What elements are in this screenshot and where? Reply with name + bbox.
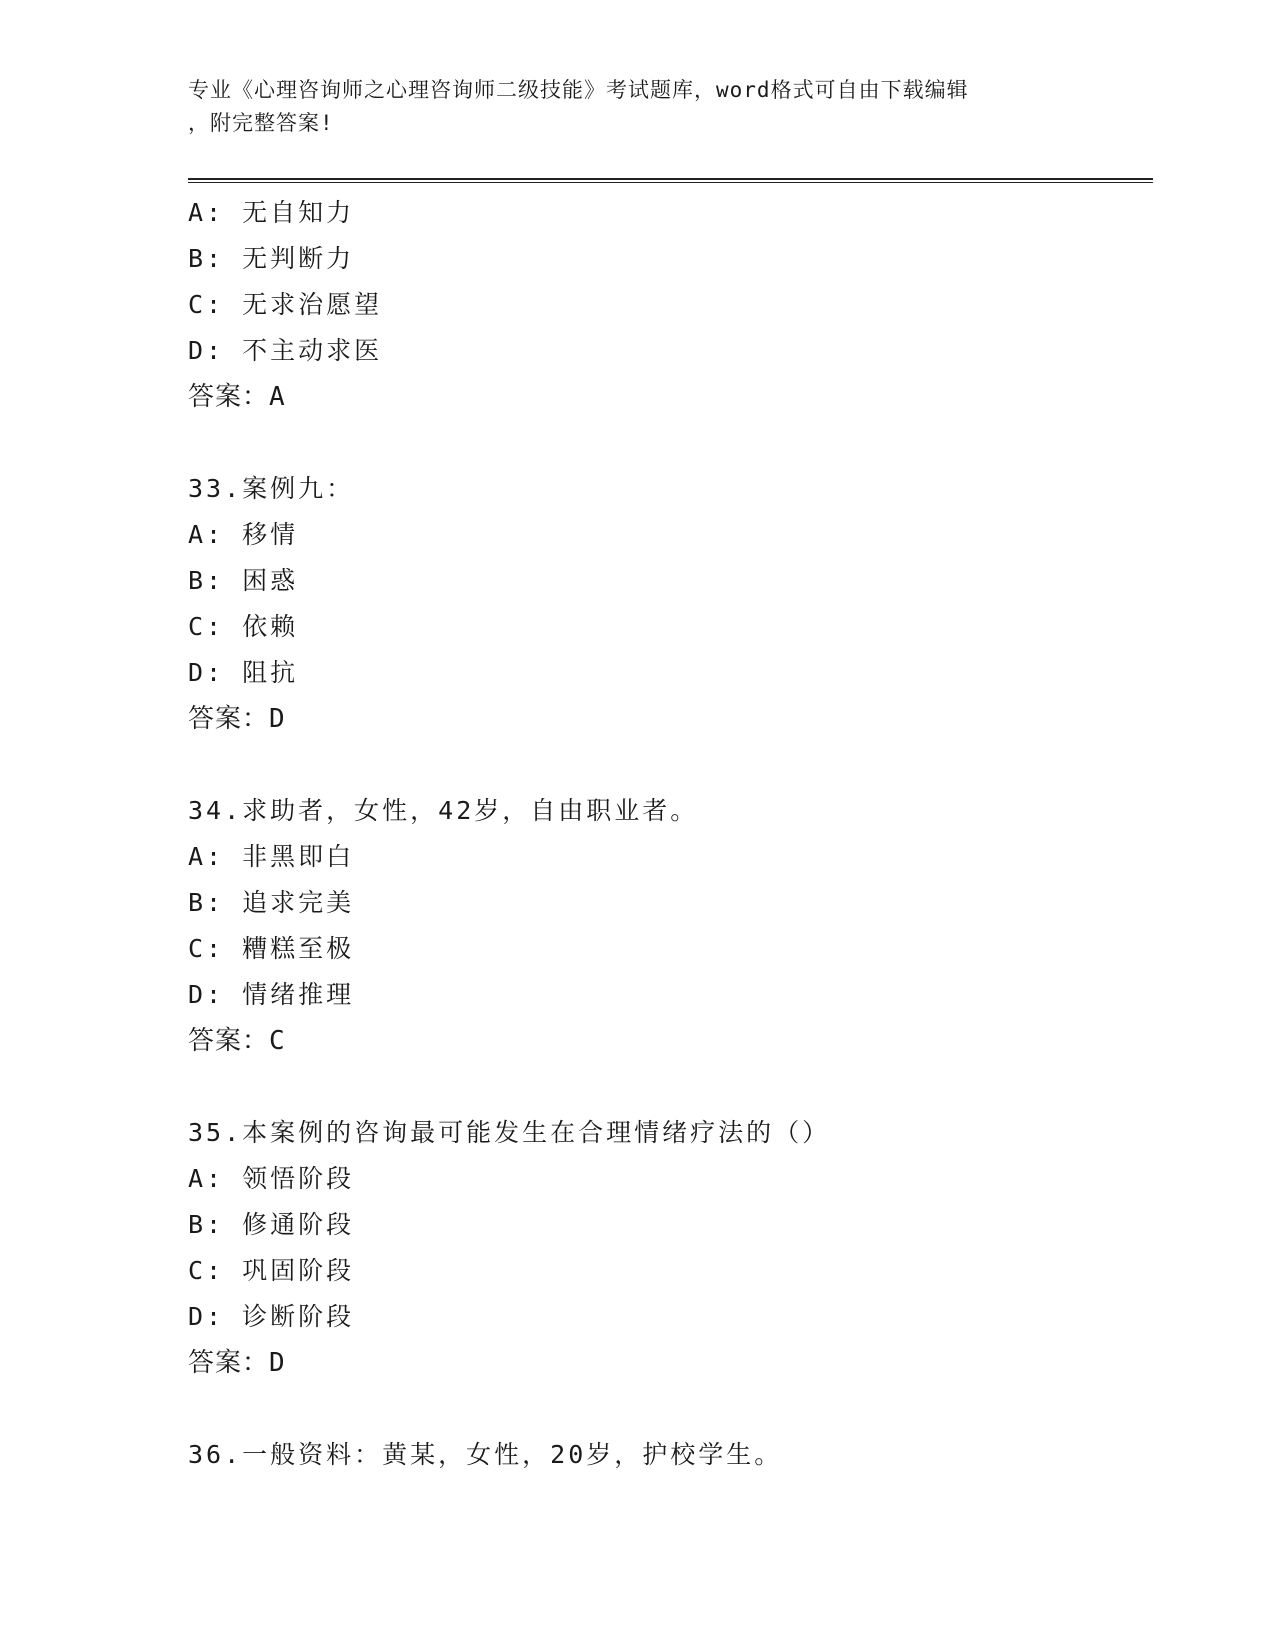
question-35 xyxy=(188,1110,1148,1386)
answer-line xyxy=(188,696,1148,742)
header-line-2: ，附完整答案! xyxy=(188,111,334,135)
answer-value: C xyxy=(269,1026,286,1056)
question-36 xyxy=(188,1432,1148,1478)
answer-label: 答案： xyxy=(188,704,270,734)
option-b: B: 修通阶段 xyxy=(188,1210,355,1239)
answer-line xyxy=(188,1340,1148,1386)
answer-line xyxy=(188,1018,1148,1064)
option-c: C: 糟糕至极 xyxy=(188,934,355,963)
answer-line xyxy=(188,374,1148,420)
header-line-1: 专业《心理咨询师之心理咨询师二级技能》考试题库，word格式可自由下载编辑 xyxy=(188,78,969,102)
answer-value: A xyxy=(269,382,286,412)
question-stem: 34.求助者，女性，42岁，自由职业者。 xyxy=(188,796,699,825)
option-c: C: 依赖 xyxy=(188,612,299,641)
question-stem: 35.本案例的咨询最可能发生在合理情绪疗法的（） xyxy=(188,1118,831,1147)
header-rule-thin xyxy=(188,182,1153,183)
question-32 xyxy=(188,190,1148,420)
document-header xyxy=(188,74,1068,140)
option-d: D: 不主动求医 xyxy=(188,336,383,365)
option-c: C: 无求治愿望 xyxy=(188,290,383,319)
answer-value: D xyxy=(269,704,286,734)
question-33 xyxy=(188,466,1148,742)
option-d: D: 情绪推理 xyxy=(188,980,355,1009)
option-a: A: 移情 xyxy=(188,520,299,549)
question-stem: 33.案例九： xyxy=(188,474,355,503)
option-b: B: 困惑 xyxy=(188,566,299,595)
option-a: A: 非黑即白 xyxy=(188,842,355,871)
option-b: B: 无判断力 xyxy=(188,244,355,273)
option-a: A: 无自知力 xyxy=(188,198,355,227)
answer-label: 答案： xyxy=(188,1348,270,1378)
answer-value: D xyxy=(269,1348,286,1378)
option-b: B: 追求完美 xyxy=(188,888,355,917)
answer-label: 答案： xyxy=(188,1026,270,1056)
option-d: D: 诊断阶段 xyxy=(188,1302,355,1331)
question-list xyxy=(188,190,1148,1478)
option-d: D: 阻抗 xyxy=(188,658,299,687)
option-c: C: 巩固阶段 xyxy=(188,1256,355,1285)
question-stem: 36.一般资料：黄某，女性，20岁，护校学生。 xyxy=(188,1440,783,1469)
header-rule-thick xyxy=(188,178,1153,180)
question-34 xyxy=(188,788,1148,1064)
answer-label: 答案： xyxy=(188,382,270,412)
option-a: A: 领悟阶段 xyxy=(188,1164,355,1193)
